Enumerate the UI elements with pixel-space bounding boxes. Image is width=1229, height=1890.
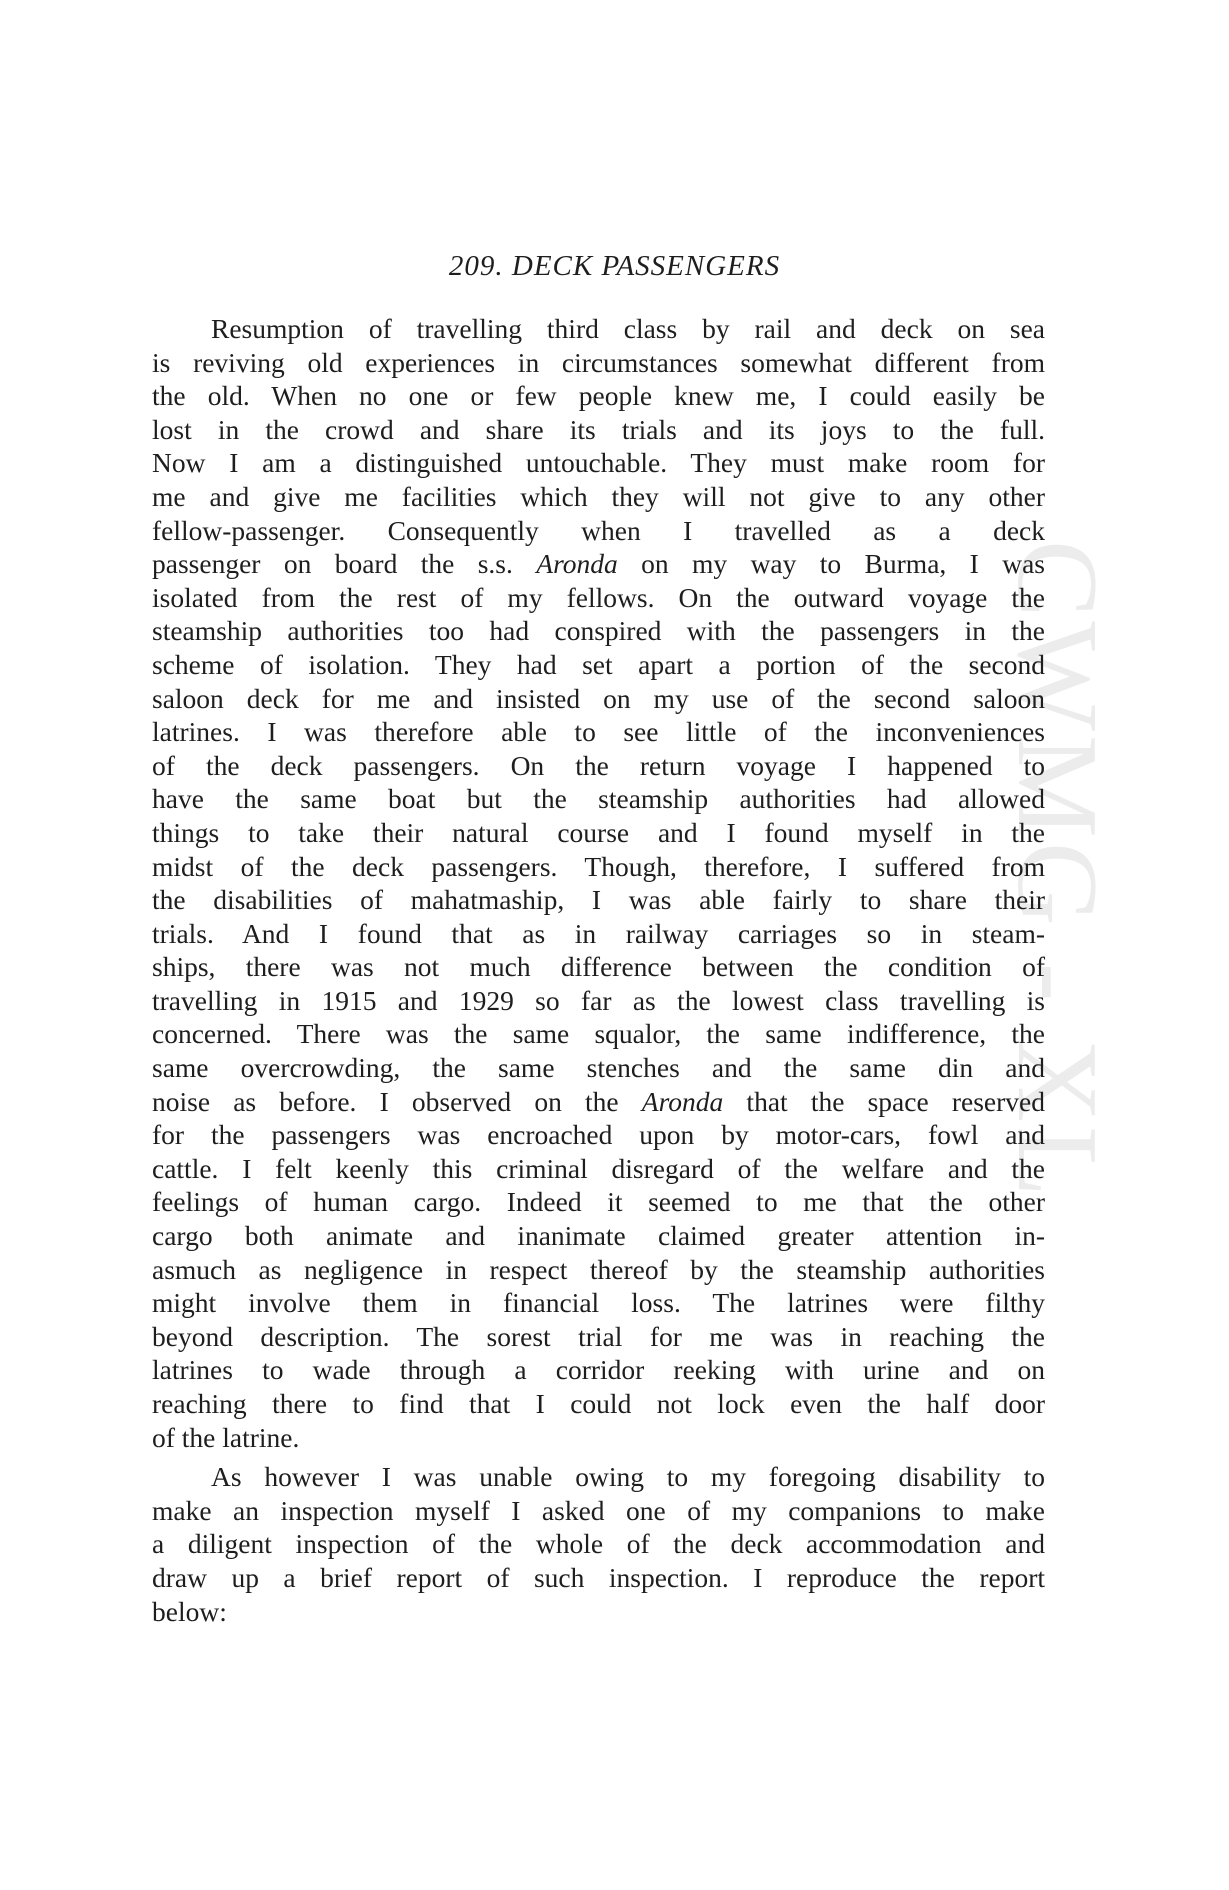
text-line: me and give me facilities which they will not give to any other <box>152 480 1045 512</box>
text-line: steamship authorities too had conspired with the passengers in the <box>152 615 1045 647</box>
text-line: scheme of isolation. They had set apart a portion of the second <box>152 648 1045 680</box>
text-line: lost in the crowd and share its trials and its joys to the full. <box>152 413 1045 445</box>
text-line: trials. And I found that as in railway carriages so in steam- <box>152 917 1045 949</box>
text-line: Now I am a distinguished untouchable. They must make room for <box>152 447 1045 479</box>
text-line: concerned. There was the same squalor, the same indifference, the <box>152 1018 1045 1050</box>
text-line: the old. When no one or few people knew me, I could easily be <box>152 380 1045 412</box>
text-line: of the deck passengers. On the return voyage I happened to <box>152 749 1045 781</box>
text-line: latrines. I was therefore able to see little of the inconveniences <box>152 716 1045 748</box>
text-line: the disabilities of mahatmaship, I was able fairly to share their <box>152 884 1045 916</box>
text-line: for the passengers was encroached upon by motor-cars, fowl and <box>152 1119 1045 1151</box>
ship-name: Aronda <box>641 1085 724 1117</box>
text-line-with-italic: noise as before. I observed on the Aronda that the space reserved <box>152 1085 1045 1117</box>
watermark: CWMG - XL <box>993 540 1121 1202</box>
text-line: ships, there was not much difference between the condition of <box>152 951 1045 983</box>
text-line: beyond description. The sorest trial for me was in reaching the <box>152 1320 1045 1352</box>
text-line: travelling in 1915 and 1929 so far as the lowest class travelling is <box>152 984 1045 1016</box>
text-line: isolated from the rest of my fellows. On the outward voyage the <box>152 581 1045 613</box>
text-line: cargo both animate and inanimate claimed greater attention in- <box>152 1220 1045 1252</box>
text-line: have the same boat but the steamship authorities had allowed <box>152 783 1045 815</box>
text-line: might involve them in financial loss. The latrines were filthy <box>152 1287 1045 1319</box>
text-line: latrines to wade through a corridor reeking with urine and on <box>152 1354 1045 1386</box>
text-line: feelings of human cargo. Indeed it seemed to me that the other <box>152 1186 1045 1218</box>
text-line: As however I was unable owing to my foregoing disability to <box>211 1461 1045 1493</box>
text-line: cattle. I felt keenly this criminal disregard of the welfare and the <box>152 1152 1045 1184</box>
text-line: a diligent inspection of the whole of the deck accommodation and <box>152 1528 1045 1560</box>
text-line: fellow-passenger. Consequently when I travelled as a deck <box>152 514 1045 546</box>
paragraph-1 <box>152 312 1045 1454</box>
text-line: saloon deck for me and insisted on my use of the second saloon <box>152 682 1045 714</box>
article-body <box>152 312 1045 1628</box>
text-line: Resumption of travelling third class by rail and deck on sea <box>211 313 1045 344</box>
text-line: reaching there to find that I could not lock even the half door <box>152 1388 1045 1419</box>
text-line: things to take their natural course and I found myself in the <box>152 816 1045 848</box>
text-line: is reviving old experiences in circumstances somewhat different from <box>152 346 1045 378</box>
text-line: midst of the deck passengers. Though, therefore, I suffered from <box>152 850 1045 882</box>
text-line: draw up a brief report of such inspection. I reproduce the report <box>152 1561 1045 1593</box>
text-line: make an inspection myself I asked one of my companions to make <box>152 1494 1045 1526</box>
text-line: asmuch as negligence in respect thereof by the steamship authorities <box>152 1253 1045 1285</box>
text-line: below: <box>152 1595 227 1627</box>
text-line: same overcrowding, the same stenches and the same din and <box>152 1052 1045 1084</box>
text-line-with-italic: passenger on board the s.s. Aronda on my way to Burma, I was <box>152 548 1045 580</box>
ship-name: Aronda <box>536 548 618 580</box>
paragraph-2 <box>152 1460 1045 1628</box>
article-heading: 209. DECK PASSENGERS <box>448 250 781 282</box>
text-line: of the latrine. <box>152 1421 300 1453</box>
